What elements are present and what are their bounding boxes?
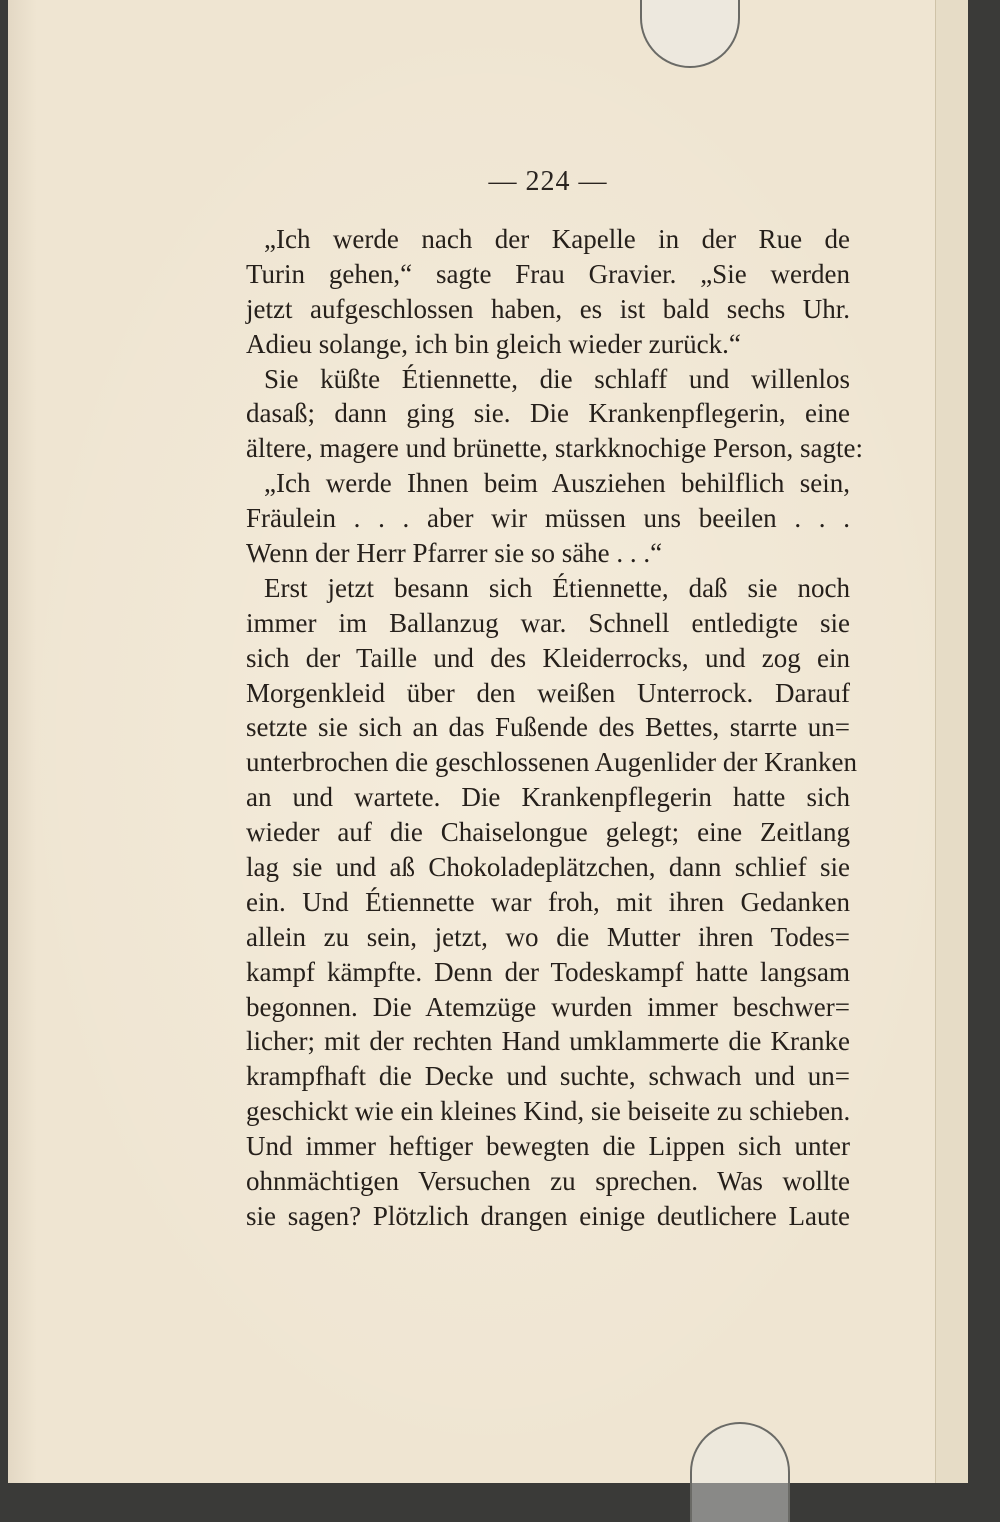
page-number: — 224 — bbox=[488, 166, 608, 197]
text-line: Adieu solange, ich bin gleich wieder zurück.“ bbox=[246, 328, 741, 359]
text-line: lag sie und aß Chokoladeplätzchen, dann schlief sie bbox=[246, 852, 850, 883]
text-line: „Ich werde Ihnen beim Ausziehen behilflich sein, bbox=[264, 468, 850, 499]
book-page bbox=[8, 0, 968, 1483]
text-line: an und wartete. Die Krankenpflegerin hatte sich bbox=[246, 782, 850, 813]
page-edge-strip bbox=[935, 0, 968, 1483]
text-line: wieder auf die Chaiselongue gelegt; eine Zeitlang bbox=[246, 817, 850, 848]
text-line: Sie küßte Étiennette, die schlaff und willenlos bbox=[264, 363, 850, 394]
text-line: sie sagen? Plötzlich drangen einige deutlichere Laute bbox=[246, 1200, 850, 1231]
text-line: begonnen. Die Atemzüge wurden immer beschwer= bbox=[246, 991, 850, 1022]
text-line: Turin gehen,“ sagte Frau Gravier. „Sie werden bbox=[246, 258, 850, 289]
text-line: kampf kämpfte. Denn der Todeskampf hatte langsam bbox=[246, 956, 850, 987]
text-line: allein zu sein, jetzt, wo die Mutter ihren Todes= bbox=[246, 921, 850, 952]
page-clip-bottom bbox=[690, 1422, 790, 1522]
text-line: jetzt aufgeschlossen haben, es ist bald sechs Uhr. bbox=[246, 293, 850, 324]
text-line: geschickt wie ein kleines Kind, sie beiseite zu schieben. bbox=[246, 1096, 851, 1127]
text-line: ältere, magere und brünette, starkknochige Person, sagte: bbox=[246, 433, 864, 464]
text-line: dasaß; dann ging sie. Die Krankenpflegerin, eine bbox=[246, 398, 850, 429]
text-line: Fräulein . . . aber wir müssen uns beeilen . . . bbox=[246, 503, 850, 534]
text-line: Wenn der Herr Pfarrer sie so sähe . . .“ bbox=[246, 538, 663, 569]
text-line: setzte sie sich an das Fußende des Bettes, starrte un= bbox=[246, 712, 850, 743]
text-line: ein. Und Étiennette war froh, mit ihren Gedanken bbox=[246, 886, 850, 917]
text-line: immer im Ballanzug war. Schnell entledigte sie bbox=[246, 607, 850, 638]
text-line: Und immer heftiger bewegten die Lippen sich unter bbox=[246, 1131, 850, 1162]
text-line: sich der Taille und des Kleiderrocks, und zog ein bbox=[246, 642, 850, 673]
text-line: unterbrochen die geschlossenen Augenlider der Kranken bbox=[246, 747, 858, 778]
body-text bbox=[246, 222, 864, 1234]
text-line: Erst jetzt besann sich Étiennette, daß sie noch bbox=[264, 572, 850, 603]
text-line: ohnmächtigen Versuchen zu sprechen. Was wollte bbox=[246, 1166, 850, 1197]
text-line: krampfhaft die Decke und suchte, schwach und un= bbox=[246, 1061, 850, 1092]
text-line: Morgenkleid über den weißen Unterrock. Darauf bbox=[246, 677, 850, 708]
text-line: „Ich werde nach der Kapelle in der Rue de bbox=[264, 224, 850, 254]
text-line: licher; mit der rechten Hand umklammerte die Kranke bbox=[246, 1026, 850, 1057]
